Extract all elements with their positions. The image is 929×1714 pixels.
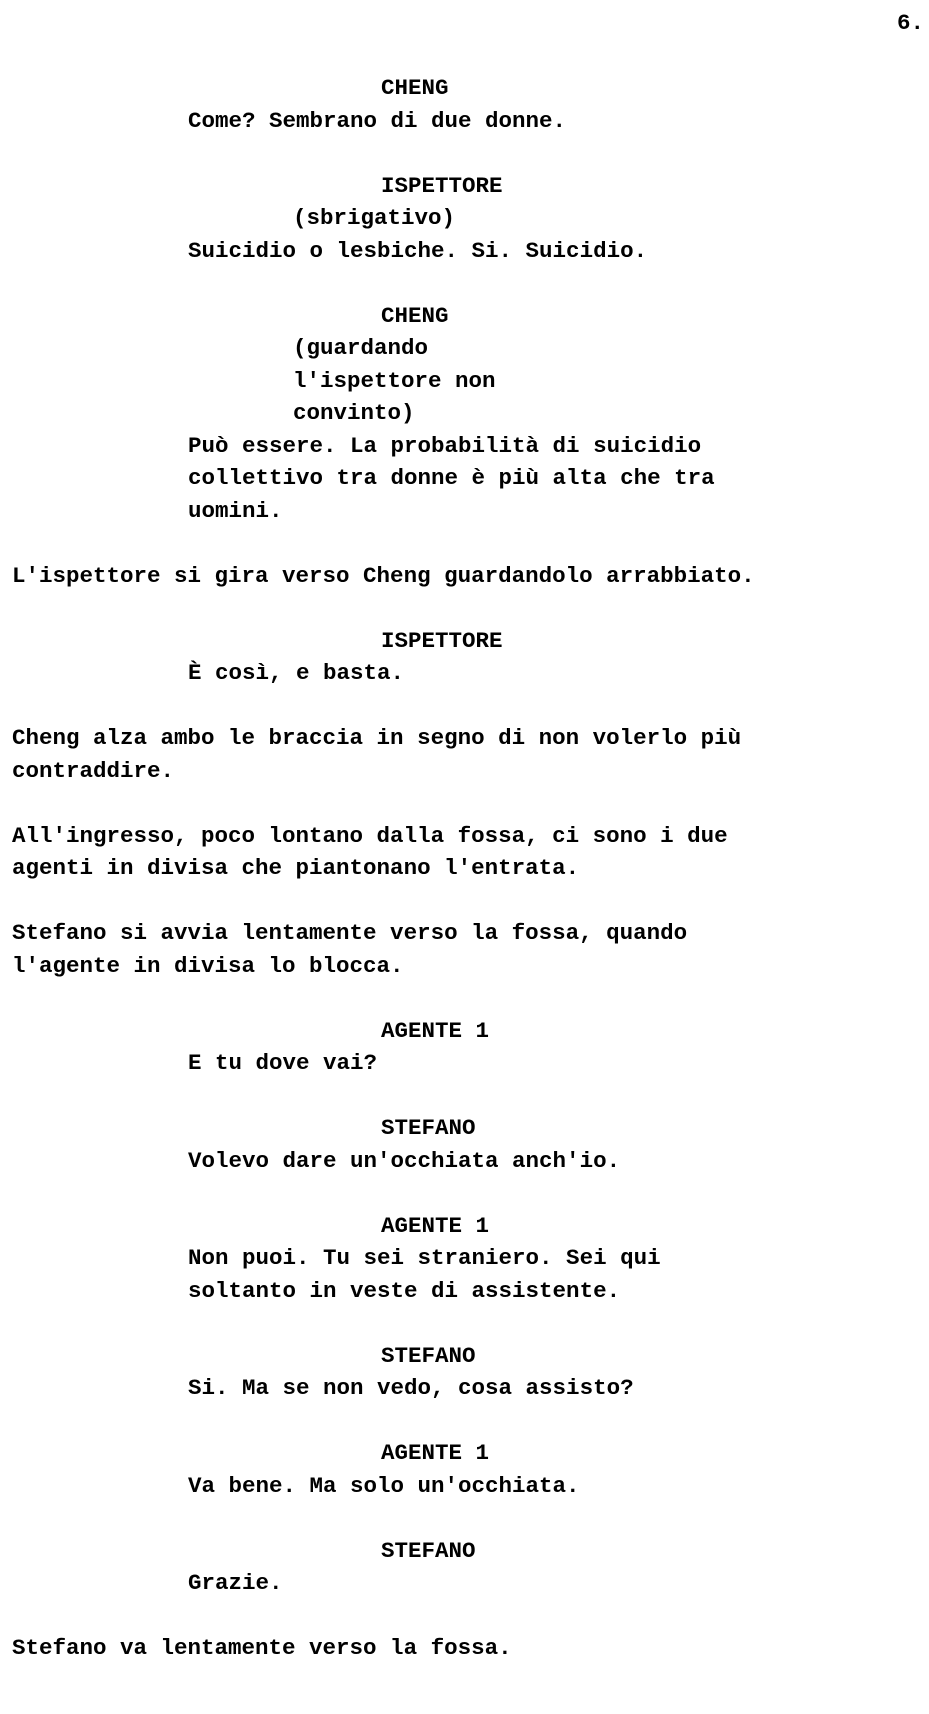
dialogue xyxy=(188,657,404,690)
dialogue xyxy=(188,1470,580,1503)
character-name-text: AGENTE 1 xyxy=(381,1440,490,1466)
character-name-text: STEFANO xyxy=(381,1537,476,1564)
dialogue-text: soltanto in veste di assistente. xyxy=(188,1277,621,1304)
parenthetical-text: l'ispettore non xyxy=(293,367,496,394)
page-number: 6. xyxy=(897,10,925,36)
character-name-text: STEFANO xyxy=(381,1115,476,1141)
character-name xyxy=(381,72,449,105)
character-name xyxy=(381,1210,489,1243)
dialogue-text: Può essere. La probabilità di suicidio xyxy=(188,432,702,459)
action-line-text: Cheng alza ambo le braccia in segno di non volerlo più xyxy=(12,725,742,751)
character-name-text: ISPETTORE xyxy=(381,627,503,654)
character-name xyxy=(381,1015,489,1048)
parenthetical-text: (guardando xyxy=(293,335,429,361)
character-name xyxy=(381,300,449,333)
dialogue xyxy=(188,1145,620,1178)
action-line xyxy=(12,917,687,982)
character-name-text: CHENG xyxy=(381,302,449,329)
dialogue-text: Si. Ma se non vedo, cosa assisto? xyxy=(188,1375,634,1401)
dialogue xyxy=(188,1567,283,1600)
dialogue-text: E tu dove vai? xyxy=(188,1050,378,1076)
parenthetical-text: (sbrigativo) xyxy=(293,205,456,231)
character-name-text: CHENG xyxy=(381,75,449,101)
character-name xyxy=(381,170,503,203)
action-line xyxy=(12,1632,512,1665)
character-name-text: AGENTE 1 xyxy=(381,1212,490,1239)
action-line-text: contraddire. xyxy=(12,757,175,784)
action-line-text: Stefano si avvia lentamente verso la fossa, quando xyxy=(12,920,688,946)
dialogue-text: uomini. xyxy=(188,497,283,524)
character-name xyxy=(381,1535,476,1568)
action-line xyxy=(12,722,741,787)
action-line-text: L'ispettore si gira verso Cheng guardandolo arrabbiato. xyxy=(12,562,755,589)
dialogue xyxy=(188,105,566,138)
action-line-text: l'agente in divisa lo blocca. xyxy=(12,952,404,979)
action-line-text: All'ingresso, poco lontano dalla fossa, ci sono i due xyxy=(12,822,728,849)
dialogue xyxy=(188,1242,661,1307)
dialogue-text: Va bene. Ma solo un'occhiata. xyxy=(188,1472,580,1499)
character-name xyxy=(381,1340,476,1373)
character-name xyxy=(381,625,503,658)
parenthetical-text: convinto) xyxy=(293,400,415,426)
action-line-text: Stefano va lentamente verso la fossa. xyxy=(12,1635,512,1661)
dialogue-text: È così, e basta. xyxy=(188,660,405,686)
action-line-text: agenti in divisa che piantonano l'entrata. xyxy=(12,855,580,881)
dialogue-text: collettivo tra donne è più alta che tra xyxy=(188,465,715,491)
action-line xyxy=(12,820,728,885)
dialogue xyxy=(188,430,715,528)
dialogue-text: Non puoi. Tu sei straniero. Sei qui xyxy=(188,1245,661,1271)
dialogue-text: Come? Sembrano di due donne. xyxy=(188,107,567,134)
dialogue-text: Suicidio o lesbiche. Si. Suicidio. xyxy=(188,237,648,264)
parenthetical xyxy=(293,202,455,235)
character-name xyxy=(381,1112,476,1145)
character-name-text: AGENTE 1 xyxy=(381,1017,490,1044)
dialogue xyxy=(188,1372,634,1405)
character-name-text: ISPETTORE xyxy=(381,172,503,199)
dialogue xyxy=(188,1047,377,1080)
dialogue xyxy=(188,235,647,268)
parenthetical xyxy=(293,332,496,430)
action-line xyxy=(12,560,755,593)
character-name xyxy=(381,1437,489,1470)
character-name-text: STEFANO xyxy=(381,1342,476,1369)
dialogue-text: Grazie. xyxy=(188,1570,283,1596)
dialogue-text: Volevo dare un'occhiata anch'io. xyxy=(188,1147,621,1174)
